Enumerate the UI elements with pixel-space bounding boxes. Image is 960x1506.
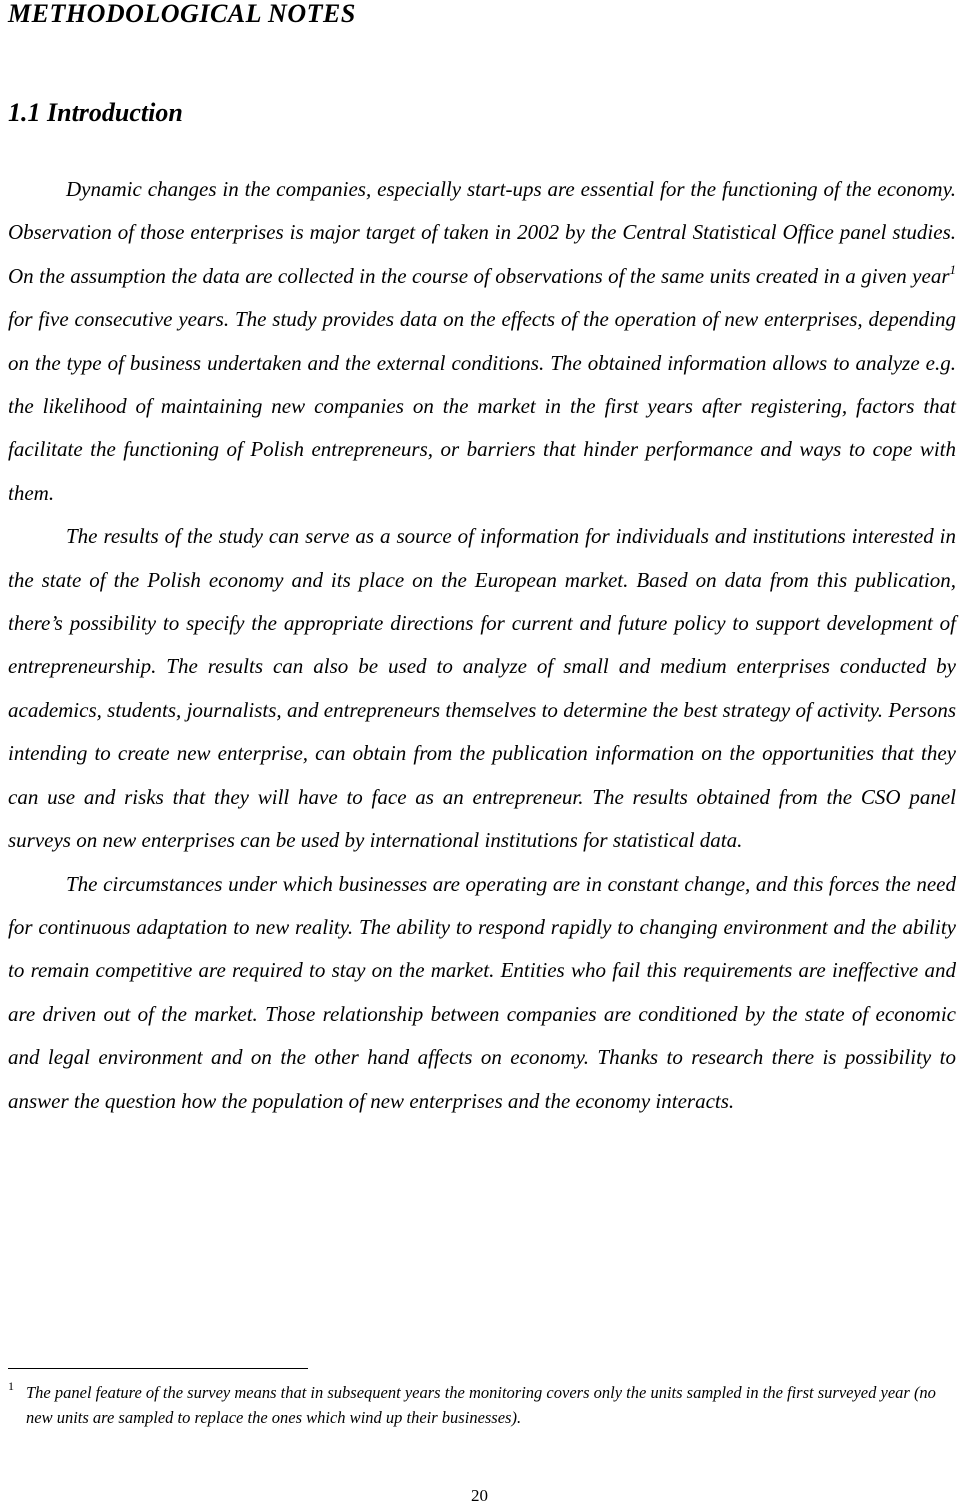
footnote [8,1380,956,1430]
paragraph-1-text-continued: for five consecutive years. The study provides data on the effects of the operation of new enterprises, depending on the type of business undertaken and the external conditions. The obtained information allows to analyze e.g. the likelihood of maintaining new companies on the market in the first years after registering, factors that facilitate the functioning of Polish entrepreneurs, or barriers that hinder performance and ways to cope with them. [8,307,956,505]
paragraph-1 [8,168,956,515]
footnote-separator [8,1368,308,1369]
paragraph-3: The circumstances under which businesses are operating are in constant change, and this forces the need for continuous adaptation to new reality. The ability to respond rapidly to changing environment and the ability to remain competitive are required to stay on the market. Entities who fail this requirements are ineffective and are driven out of the market. Those relationship between companies are conditioned by the state of economic and legal environment and on the other hand affects on economy. Thanks to research there is possibility to answer the question how the population of new enterprises and the economy interacts. [8,871,956,1113]
document-body [8,168,956,1123]
page-number: 20 [471,1486,488,1505]
footnote-text: The panel feature of the survey means that in subsequent years the monitoring covers only the units sampled in the first surveyed year (no new units are sampled to replace the ones which wind up their businesses). [26,1383,936,1427]
section-title: METHODOLOGICAL NOTES [8,0,356,28]
subsection-title: 1.1 Introduction [8,98,183,127]
paragraph-1-text: Dynamic changes in the companies, especially start-ups are essential for the functioning of the economy. Observation of those enterprises is major target of taken in 2002 by the Central Statistical Office panel studies. On the assumption the data are collected in the course of observations of the same units created in a given year [8,177,956,288]
footnote-mark: 1 [8,1379,14,1393]
footnote-reference: 1 [949,261,956,277]
paragraph-2: The results of the study can serve as a source of information for individuals and institutions interested in the state of the Polish economy and its place on the European market. Based on data from this publication, there’s possibility to specify the appropriate directions for current and future policy to support development of entrepreneurship. The results can also be used to analyze of small and medium enterprises conducted by academics, students, journalists, and entrepreneurs themselves to determine the best strategy of activity. Persons intending to create new enterprise, can obtain from the publication information on the opportunities that they can use and risks that they will have to face as an entrepreneur. The results obtained from the CSO panel surveys on new enterprises can be used by international institutions for statistical data. [8,524,956,853]
